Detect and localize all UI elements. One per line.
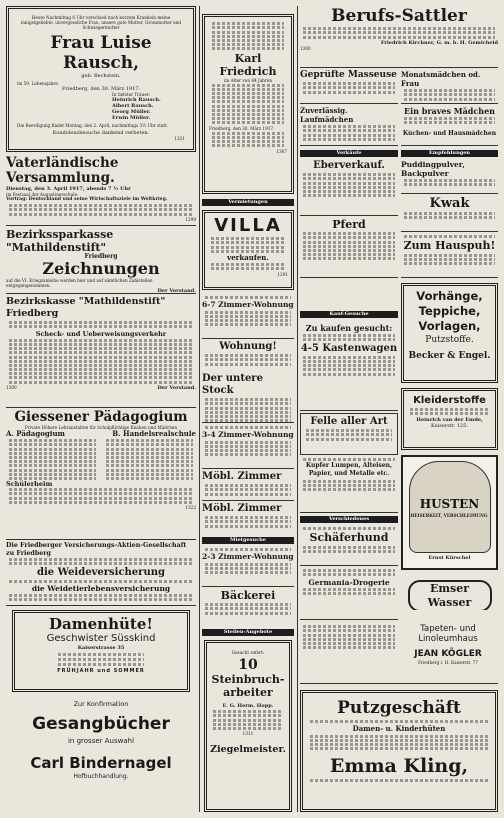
hats-title: Damenhüte! xyxy=(49,615,153,633)
shepherd-dog-advert xyxy=(300,526,398,566)
quarry-firm: E. G. Herm. Hopp. xyxy=(222,703,274,709)
obituary-burial: Die Beerdigung findet Montag, den 2. April, nachmittags 3½ Uhr statt. xyxy=(17,123,169,128)
boar-sale-advert xyxy=(300,160,398,216)
bank-city: Friedberg xyxy=(84,253,118,260)
hats-shop: Geschwister Süsskind xyxy=(46,633,156,644)
bank-notice xyxy=(6,228,196,294)
hymnbooks-advert xyxy=(6,697,196,812)
emser-water-title: Emser Wasser xyxy=(408,580,492,610)
insurance-main: die Weideversicherung xyxy=(37,566,165,578)
assembly-lecture: Vortrag: Deutschland und seine Wirtschaftsziele im Weltkrieg. xyxy=(6,197,168,202)
lower-floor-title: Der untere Stock xyxy=(202,373,263,396)
kitchen-girls-advert xyxy=(401,130,498,146)
villa-action: verkaufen. xyxy=(227,252,269,262)
curtains-line1: Vorhänge, xyxy=(416,289,483,303)
saddler-number: 1300 xyxy=(300,45,311,51)
insurance-notice xyxy=(6,542,196,606)
millinery-name: Emma Kling, xyxy=(329,755,469,778)
obituary-name: Frau Luise Rausch, xyxy=(50,33,152,73)
school-notice xyxy=(6,410,196,540)
column-rule xyxy=(297,6,298,812)
assembly-title: Vaterländische Versammlung. xyxy=(6,156,119,186)
apartment-title: Wohnung! xyxy=(219,341,277,352)
purchase-header: Kauf-Gesuche xyxy=(300,311,398,318)
curtains-firm: Becker & Engel. xyxy=(408,351,491,361)
cough-remedy-title: HUSTEN xyxy=(419,497,480,511)
cough-remedy-sub: HEISERKEIT, VERSCHLEIMUNG xyxy=(410,513,488,518)
millinery-title: Putzgeschäft xyxy=(337,698,461,718)
shepherd-dog-title: Schäferhund xyxy=(309,531,389,545)
sales-header: Verkäufe xyxy=(300,150,398,157)
column-rule xyxy=(199,6,200,812)
obituary-born: geb. Bechstein. xyxy=(81,73,121,79)
curtains-line3: Vorlagen, xyxy=(418,319,481,333)
bank-board: Der Vorstand. xyxy=(157,288,196,294)
school-title: Giessener Pädagogium xyxy=(14,410,188,425)
monthly-girl-advert xyxy=(401,70,498,104)
rooms-3-4-advert xyxy=(202,425,294,469)
hymnbooks-sub: in grosser Auswahl xyxy=(67,737,135,745)
obituary-mourner: Heinrich Rausch. xyxy=(112,97,161,103)
furnished-room-advert-2 xyxy=(202,503,294,533)
rooms-2-3-title: 2-3 Zimmer-Wohnung xyxy=(202,552,294,562)
scrap-title: Kupfer Lumpen, Alteisen, Papier, und Metalle etc. xyxy=(305,462,393,478)
rooms-3-4-title: 3-4 Zimmer-Wohnung xyxy=(202,430,294,440)
hats-season: FRÜHJAHR und SOMMER xyxy=(57,668,145,674)
school-dept-b: B. Handelsrealschule xyxy=(112,429,196,438)
pudding-advert xyxy=(401,160,498,194)
kwak-title: Kwak xyxy=(429,196,470,211)
assembly-date: Dienstag, den 3. April 1917, abends 7 ½ Uhr xyxy=(6,186,131,192)
bank-transfer-notice xyxy=(6,296,196,408)
kitchen-girls-title: Küchen- und Hausmädchen xyxy=(402,130,497,137)
quarry-advert xyxy=(204,640,292,812)
house-clean-advert xyxy=(401,234,498,278)
cough-remedy-advert xyxy=(401,455,498,570)
death2-number: 1307 xyxy=(276,148,287,154)
cleaning-girl-advert xyxy=(300,106,398,146)
rent-seek-header: Mietgesuche xyxy=(202,537,294,544)
bank2-title: Bezirkskasse "Mathildenstift" Friedberg xyxy=(6,296,166,319)
rooms-2-3-advert xyxy=(202,547,294,587)
germania-title: Germania-Drogerie xyxy=(308,577,390,587)
hymnbooks-occasion: Zur Konfirmation xyxy=(73,700,129,708)
obituary-notice xyxy=(6,6,196,152)
wallpaper-name: JEAN KÖGLER xyxy=(414,649,482,659)
wallpaper-title: Tapeten- und Linoleumhaus xyxy=(418,624,478,644)
villa-title: VILLA xyxy=(214,215,282,236)
quarry-brick: Ziegelmeister. xyxy=(210,744,286,756)
recommendations-header: Empfehlungen xyxy=(401,150,498,157)
lower-floor-advert xyxy=(202,373,294,423)
saddler-advert xyxy=(300,6,498,68)
furnished-room-title-2: Möbl. Zimmer xyxy=(202,503,282,514)
jobs-header: Stellen-Angebote xyxy=(202,629,294,636)
buy-wanted-advert xyxy=(300,321,398,411)
house-clean-title: Zum Hauspuh! xyxy=(403,239,496,253)
germania-advert xyxy=(300,568,398,620)
bank2-number: 1300 xyxy=(6,384,17,390)
assembly-notice xyxy=(6,156,196,226)
saddler-firm: Friedrich Kirchner, G. m. b. H. Gemicheid xyxy=(380,39,498,46)
boar-sale-title: Eberverkauf. xyxy=(313,160,385,171)
buy-wanted-title: Zu kaufen gesucht: xyxy=(305,323,393,333)
quarry-role: Steinbruch-arbeiter xyxy=(211,673,285,699)
hats-advert xyxy=(12,610,190,692)
kwak-advert xyxy=(401,196,498,232)
school-number: 1322 xyxy=(185,505,196,510)
wallpaper-street: Friedberg i. H. Kaiserstr. 77 xyxy=(418,660,478,665)
obituary-age: im 59. Lebensjahre. xyxy=(17,81,60,86)
villa-number: 1291 xyxy=(277,271,288,277)
quarry-number: 1311 xyxy=(242,731,254,737)
bakery-advert xyxy=(202,589,294,625)
death2-age: im Alter von 84 Jahren xyxy=(223,77,273,83)
insurance-sub: die Weidetierlebensversicherung xyxy=(31,583,171,593)
good-girl-advert xyxy=(401,106,498,130)
obituary-mourner: Albert Rausch. xyxy=(112,103,154,109)
saddler-title: Berufs-Sattler xyxy=(331,6,467,26)
hymnbooks-title: Gesangbücher xyxy=(32,714,170,734)
rooms-6-7-title: 6-7 Zimmer-Wohnung xyxy=(202,300,294,310)
misc-header: Verschiedenes xyxy=(300,516,398,523)
good-girl-title: Ein braves Mädchen xyxy=(404,106,495,116)
obituary-mourner: Erwin Müller. xyxy=(112,115,151,121)
scrap-advert xyxy=(300,457,398,513)
bank-subscriptions: Zeichnungen xyxy=(42,259,160,278)
pudding-title: Puddingpulver, Backpulver xyxy=(401,160,465,178)
obituary-mourner: Georg Müller. xyxy=(112,109,151,115)
furnished-room-title: Möbl. Zimmer xyxy=(202,471,282,482)
death2-date: Friedberg, den 30. März 1917. xyxy=(209,125,275,131)
wallpaper-advert xyxy=(300,624,498,684)
assembly-venue: im Festsaal der Augustinerschule. xyxy=(6,192,79,197)
hats-street: Kaiserstrasse 35 xyxy=(77,645,125,651)
horse-advert xyxy=(300,218,398,278)
rooms-6-7-advert xyxy=(202,295,294,339)
millinery-sub: Damen- u. Kinderhüten xyxy=(352,724,446,734)
dress-fabrics-advert xyxy=(401,388,498,450)
bank2-subtitle: Scheck- und Ueberweisungsverkehr xyxy=(35,329,167,338)
cough-remedy-maker: Ernst Kürschel xyxy=(428,555,471,561)
apartment-advert xyxy=(202,341,294,371)
pelts-title: Felle aller Art xyxy=(310,416,388,427)
hymnbooks-trade: Hofbuchhandlung. xyxy=(73,773,129,780)
fabrics-street: Kaiserstr. 125. xyxy=(431,422,468,429)
emser-water-advert xyxy=(401,574,498,610)
furnished-room-advert xyxy=(202,471,294,501)
curtains-advert xyxy=(401,283,498,383)
monthly-girl-title: Monatsmädchen od. Frau xyxy=(401,70,481,88)
obituary-date: Friedberg, den 30. März 1917. xyxy=(61,86,141,92)
fabrics-title: Kleiderstoffe xyxy=(413,395,486,406)
school-subtitle: Private Höhere Lehranstalten für Schulpflichtige Knaben und Mädchen xyxy=(24,425,178,430)
death2-name: Karl Friedrich xyxy=(219,51,277,78)
obituary-note: Kondolenzbesuche dankend verbeten. xyxy=(52,130,150,136)
bank-loan-text: auf die VI. Kriegsanleihe werden hier und auf sämtlichen Zahlstellen entgegengenommen. xyxy=(6,278,153,288)
school-student-home: Schülerheim xyxy=(6,480,53,489)
crates-title: 4-5 Kastenwagen xyxy=(300,342,398,354)
death-notice-2 xyxy=(202,14,294,194)
obituary-intro: Heute Nachmittag 6 Uhr verschied nach kurzem Krankein meine innigstgeliebte, unvergessliche Frau, unsere gute Mutter, Grossmutter und Schwiegermutter xyxy=(20,15,182,30)
rentals-header: Vermietungen xyxy=(202,199,294,206)
bakery-title: Bäckerei xyxy=(220,589,276,602)
quarry-intro: Gesucht sofort: xyxy=(231,650,265,655)
assembly-number: 1299 xyxy=(185,216,196,222)
cleaning-girl-title: Zuverlässig. Laufmädchen xyxy=(300,106,354,124)
masseuse-title: Geprüfte Masseuse xyxy=(300,70,397,80)
curtains-line4: Putzstoffe. xyxy=(425,335,474,345)
school-dept-a: A. Pädagogium xyxy=(6,429,65,438)
bank-title: Bezirkssparkasse "Mathildenstift" xyxy=(6,228,114,254)
curtains-line2: Teppiche, xyxy=(418,304,481,318)
quarry-count: 10 xyxy=(238,657,258,673)
obituary-number: 1321 xyxy=(174,136,185,141)
fabrics-shop: Heinrich van der Emde, xyxy=(416,416,483,423)
pelts-advert xyxy=(300,413,398,455)
hymnbooks-seller: Carl Bindernagel xyxy=(30,754,172,772)
millinery-advert xyxy=(300,690,498,812)
insurance-title: Die Friedberger Versicherungs-Aktien-Gesellschaft zu Friedberg xyxy=(6,542,187,557)
villa-advert xyxy=(202,210,294,290)
bank2-board: Der Vorstand. xyxy=(157,384,196,391)
masseuse-advert xyxy=(300,70,398,104)
horse-title: Pferd xyxy=(332,218,366,231)
obituary-mourning: In tiefster Trauer: xyxy=(112,92,151,97)
